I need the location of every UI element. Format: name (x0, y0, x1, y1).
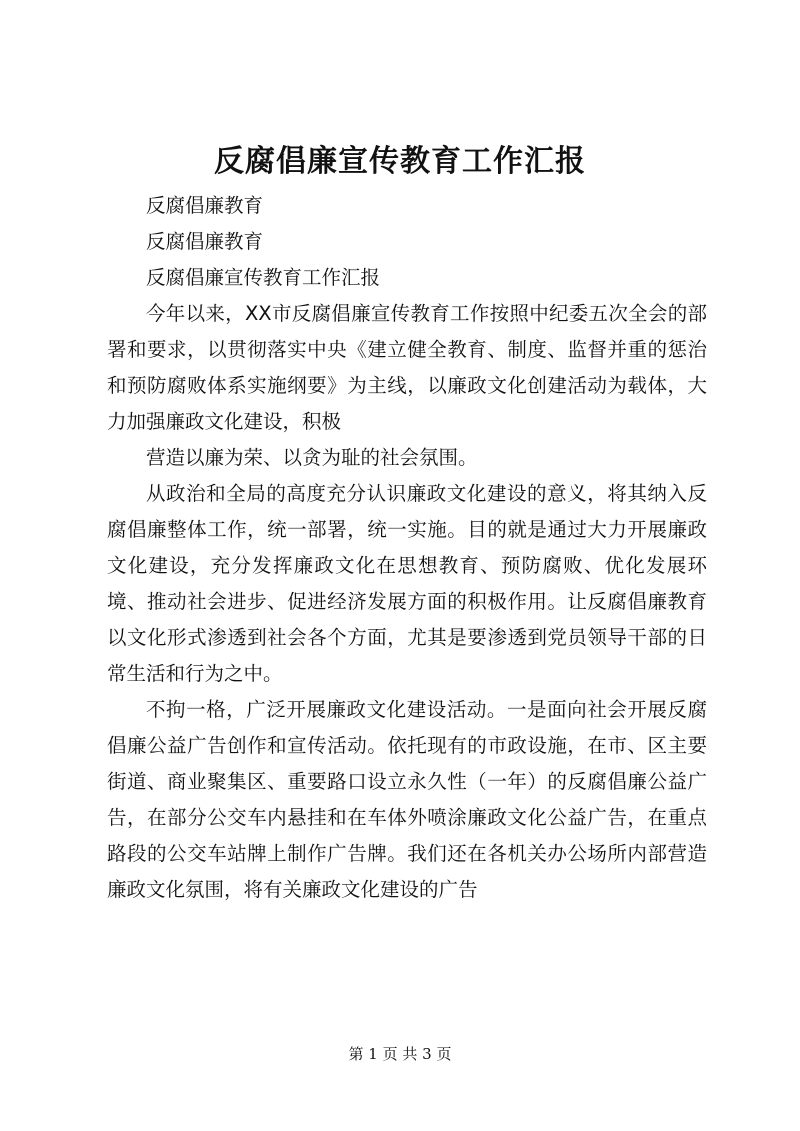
page-footer: 第 1 页 共 3 页 (348, 1045, 452, 1063)
paragraph: 反腐倡廉宣传教育工作汇报 (146, 266, 381, 289)
document-body (107, 188, 707, 908)
document-title: 反腐倡廉宣传教育工作汇报 (214, 144, 586, 179)
paragraph: 反腐倡廉教育 (146, 194, 264, 217)
paragraph: 从政治和全局的高度充分认识廉政文化建设的意义，将其纳入反腐倡廉整体工作，统一部署，统一实施。目的就是通过大力开展廉政文化建设，充分发挥廉政文化在思想教育、预防腐败、优化发展环境、推动社会进步、促进经济发展方面的积极作用。让反腐倡廉教育以文化形式渗透到社会各个方面，尤其是要渗透到党员领导干部的日常生活和行为之中。 (107, 482, 707, 685)
paragraph: 今年以来，XX市反腐倡廉宣传教育工作按照中纪委五次全会的部署和要求，以贯彻落实中央《建立健全教育、制度、监督并重的惩治和预防腐败体系实施纲要》为主线，以廉政文化创建活动为载体，大力加强廉政文化建设，积极 (107, 302, 707, 433)
paragraph: 反腐倡廉教育 (146, 230, 264, 253)
paragraph: 营造以廉为荣、以贪为耻的社会氛围。 (146, 446, 478, 469)
paragraph: 不拘一格，广泛开展廉政文化建设活动。一是面向社会开展反腐倡廉公益广告创作和宣传活动。依托现有的市政设施，在市、区主要街道、商业聚集区、重要路口设立永久性（一年）的反腐倡廉公益广告，在部分公交车内悬挂和在车体外喷涂廉政文化公益广告，在重点路段的公交车站牌上制作广告牌。我们还在各机关办公场所内部营造廉政文化氛围，将有关廉政文化建设的广告 (107, 698, 707, 901)
